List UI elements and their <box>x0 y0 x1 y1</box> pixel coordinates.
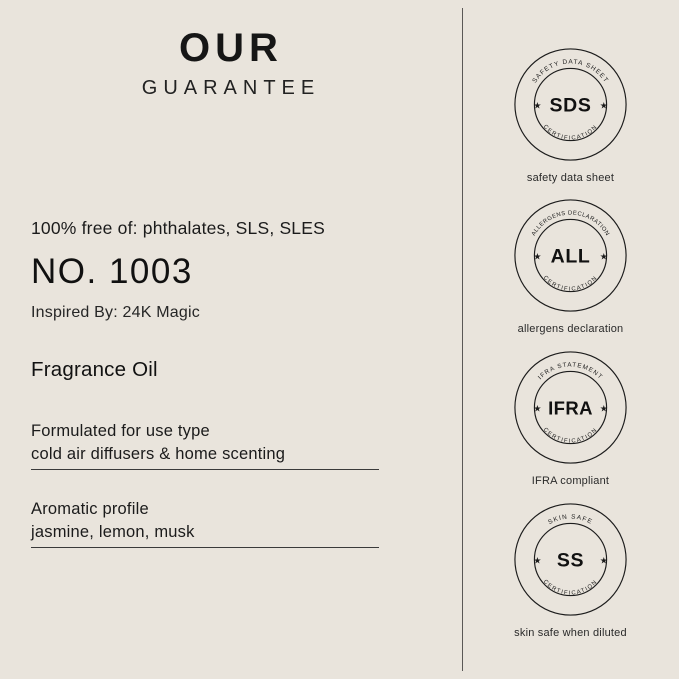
aromatic-profile-field <box>31 500 431 548</box>
aromatic-profile-value: jasmine, lemon, musk <box>31 523 379 548</box>
svg-text:SKIN SAFE <box>547 513 594 526</box>
allergens-bottom-text: CERTIFICATION <box>541 275 600 293</box>
use-type-value: cold air diffusers & home scenting <box>31 445 379 470</box>
allergens-seal-icon <box>512 197 629 314</box>
star-right-icon: ★ <box>599 403 608 414</box>
free-of-text: 100% free of: phthalates, SLS, SLES <box>31 218 325 238</box>
allergens-code: ALL <box>550 245 591 268</box>
skin-safe-code: SS <box>556 549 585 572</box>
badge-sds <box>462 46 679 184</box>
page-title <box>0 26 462 100</box>
product-type: Fragrance Oil <box>31 357 158 381</box>
star-left-icon: ★ <box>533 100 542 111</box>
sds-top-text: SAFETY DATA SHEET <box>531 58 610 85</box>
svg-text:CERTIFICATION <box>542 579 599 597</box>
star-left-icon: ★ <box>533 555 542 566</box>
star-left-icon: ★ <box>533 251 542 262</box>
star-right-icon: ★ <box>599 251 608 262</box>
ifra-caption: IFRA compliant <box>531 475 610 487</box>
ifra-bottom-text: CERTIFICATION <box>541 427 600 445</box>
badge-column <box>462 0 679 679</box>
badge-allergens <box>462 197 679 335</box>
aromatic-profile-label: Aromatic profile <box>31 499 149 518</box>
use-type-field <box>31 422 431 470</box>
svg-text:CERTIFICATION <box>542 427 599 445</box>
skin-safe-caption: skin safe when diluted <box>514 627 627 639</box>
allergens-top-text: ALLERGENS DECLARATION <box>530 210 611 238</box>
svg-text:CERTIFICATION <box>542 124 599 142</box>
skin-safe-top-text: SKIN SAFE <box>547 513 594 527</box>
title-line-1: OUR <box>179 26 283 70</box>
sds-bottom-text: CERTIFICATION <box>541 124 600 142</box>
inspired-by-text: Inspired By: 24K Magic <box>31 303 200 321</box>
title-line-2: GUARANTEE <box>141 77 321 99</box>
skin-safe-seal-icon <box>512 501 629 618</box>
star-right-icon: ★ <box>599 100 608 111</box>
badge-skin-safe <box>462 501 679 639</box>
allergens-caption: allergens declaration <box>517 323 624 335</box>
product-number: NO. 1003 <box>31 252 193 291</box>
skin-safe-bottom-text: CERTIFICATION <box>541 579 600 597</box>
svg-text:CERTIFICATION <box>542 275 599 293</box>
badge-ifra <box>462 349 679 487</box>
sds-code: SDS <box>549 94 592 117</box>
product-details <box>31 218 431 578</box>
use-type-label: Formulated for use type <box>31 421 210 440</box>
sds-seal-icon <box>512 46 629 163</box>
star-left-icon: ★ <box>533 403 542 414</box>
ifra-seal-icon <box>512 349 629 466</box>
ifra-code: IFRA <box>548 397 593 419</box>
ifra-top-text: IFRA STATEMENT <box>536 361 605 382</box>
sds-caption: safety data sheet <box>526 172 615 184</box>
star-right-icon: ★ <box>599 555 608 566</box>
